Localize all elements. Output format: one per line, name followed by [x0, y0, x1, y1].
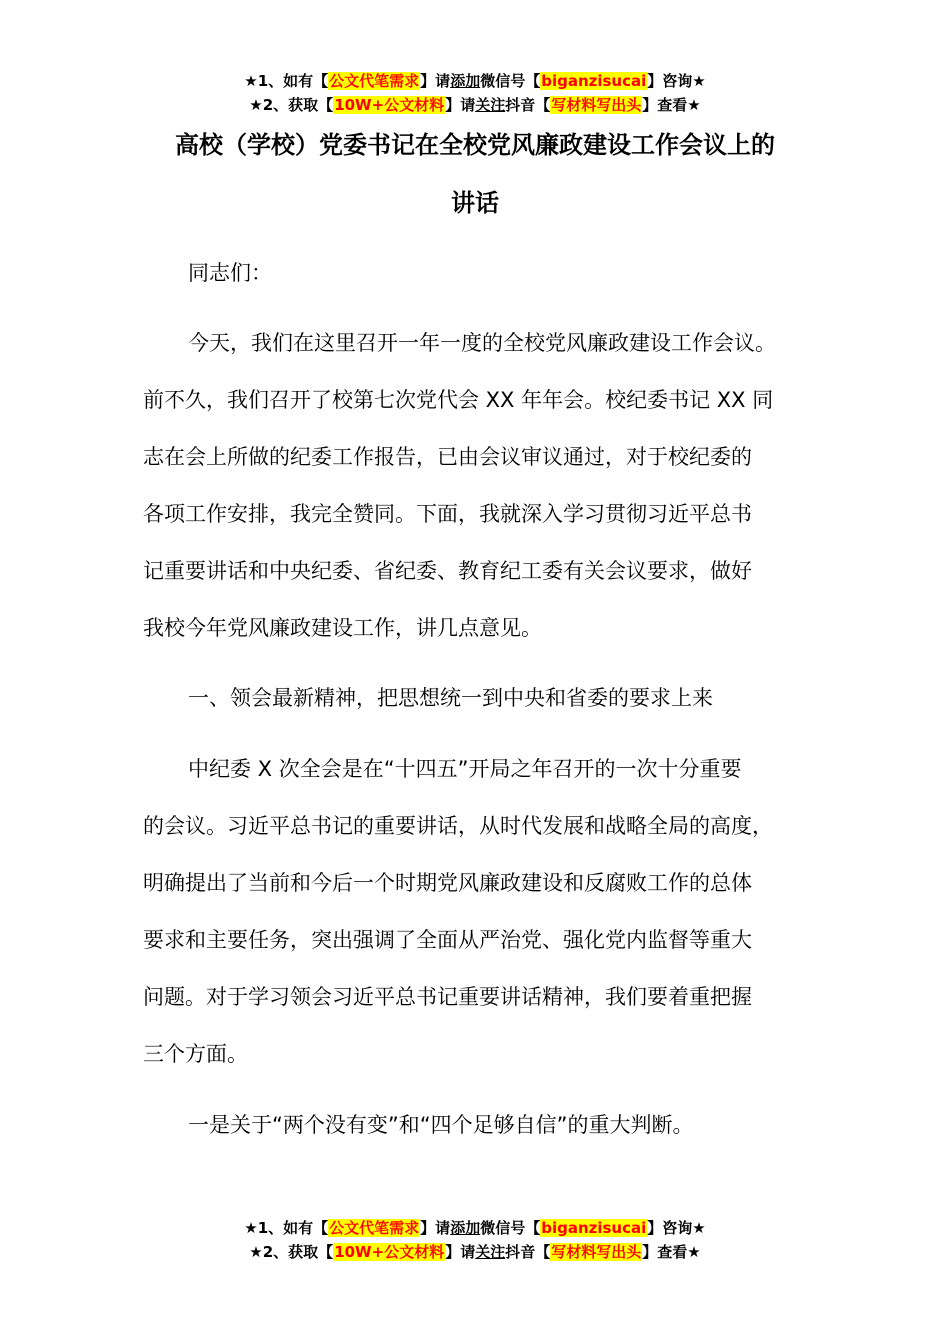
section-heading: 一、领会最新精神，把思想统一到中央和省委的要求上来: [188, 686, 713, 710]
promo-text: 微信号【: [480, 1219, 541, 1237]
promo-text: 】请: [445, 96, 476, 114]
body-line: 的会议。习近平总书记的重要讲话，从时代发展和战略全局的高度，: [143, 814, 773, 838]
body-line: 明确提出了当前和今后一个时期党风廉政建设和反腐败工作的总体: [143, 871, 752, 895]
promo-line-2: [0, 93, 950, 117]
promo-wechat-id: biganzisucai: [541, 72, 647, 90]
promo-highlight: 公文代笔需求: [329, 1219, 420, 1237]
document-title-line-1: 高校（学校）党委书记在全校党风廉政建设工作会议上的: [175, 131, 775, 159]
promo-wechat-id: biganzisucai: [541, 1219, 647, 1237]
promo-banner-bottom: [0, 1216, 950, 1264]
body-line: 要求和主要任务，突出强调了全面从严治党、强化党内监督等重大: [143, 928, 752, 952]
promo-douyin-id: 写材料写出头: [551, 96, 642, 114]
promo-underlined: 添加: [450, 1219, 481, 1237]
body-line: 一是关于“两个没有变”和“四个足够自信”的重大判断。: [188, 1113, 694, 1137]
body-line: 记重要讲话和中央纪委、省纪委、教育纪工委有关会议要求，做好: [143, 559, 752, 583]
promo-text: 抖音【: [505, 1243, 551, 1261]
promo-text: 微信号【: [480, 72, 541, 90]
promo-douyin-id: 写材料写出头: [551, 1243, 642, 1261]
promo-underlined: 关注: [475, 1243, 506, 1261]
body-line: 前不久，我们召开了校第七次党代会 XX 年年会。校纪委书记 XX 同: [143, 388, 774, 412]
salutation: 同志们：: [188, 261, 272, 285]
promo-line-2: [0, 1240, 950, 1264]
body-line: 三个方面。: [143, 1042, 248, 1066]
promo-banner-top: [0, 69, 950, 117]
promo-text: 】请: [420, 72, 451, 90]
promo-text: 】咨询★: [647, 1219, 706, 1237]
body-line: 今天，我们在这里召开一年一度的全校党风廉政建设工作会议。: [188, 331, 776, 355]
promo-underlined: 添加: [450, 72, 481, 90]
promo-text: 】请: [445, 1243, 476, 1261]
promo-text: 】请: [420, 1219, 451, 1237]
promo-highlight: 公文代笔需求: [329, 72, 420, 90]
promo-text: ★2、获取【: [249, 96, 334, 114]
body-line: 志在会上所做的纪委工作报告，已由会议审议通过，对于校纪委的: [143, 445, 752, 469]
body-line: 各项工作安排，我完全赞同。下面，我就深入学习贯彻习近平总书: [143, 502, 752, 526]
promo-text: 】查看★: [642, 96, 701, 114]
promo-line-1: [0, 69, 950, 93]
promo-highlight: 10W+公文材料: [334, 96, 445, 114]
document-title-line-2: 讲话: [451, 189, 499, 217]
body-line: 中纪委 X 次全会是在“十四五”开局之年召开的一次十分重要: [188, 757, 742, 781]
body-line: 我校今年党风廉政建设工作，讲几点意见。: [143, 616, 542, 640]
promo-text: ★1、如有【: [244, 1219, 329, 1237]
promo-underlined: 关注: [475, 96, 506, 114]
promo-highlight: 10W+公文材料: [334, 1243, 445, 1261]
promo-text: 】查看★: [642, 1243, 701, 1261]
promo-line-1: [0, 1216, 950, 1240]
promo-text: 】咨询★: [647, 72, 706, 90]
promo-text: 抖音【: [505, 96, 551, 114]
promo-text: ★1、如有【: [244, 72, 329, 90]
body-line: 问题。对于学习领会习近平总书记重要讲话精神，我们要着重把握: [143, 985, 752, 1009]
promo-text: ★2、获取【: [249, 1243, 334, 1261]
